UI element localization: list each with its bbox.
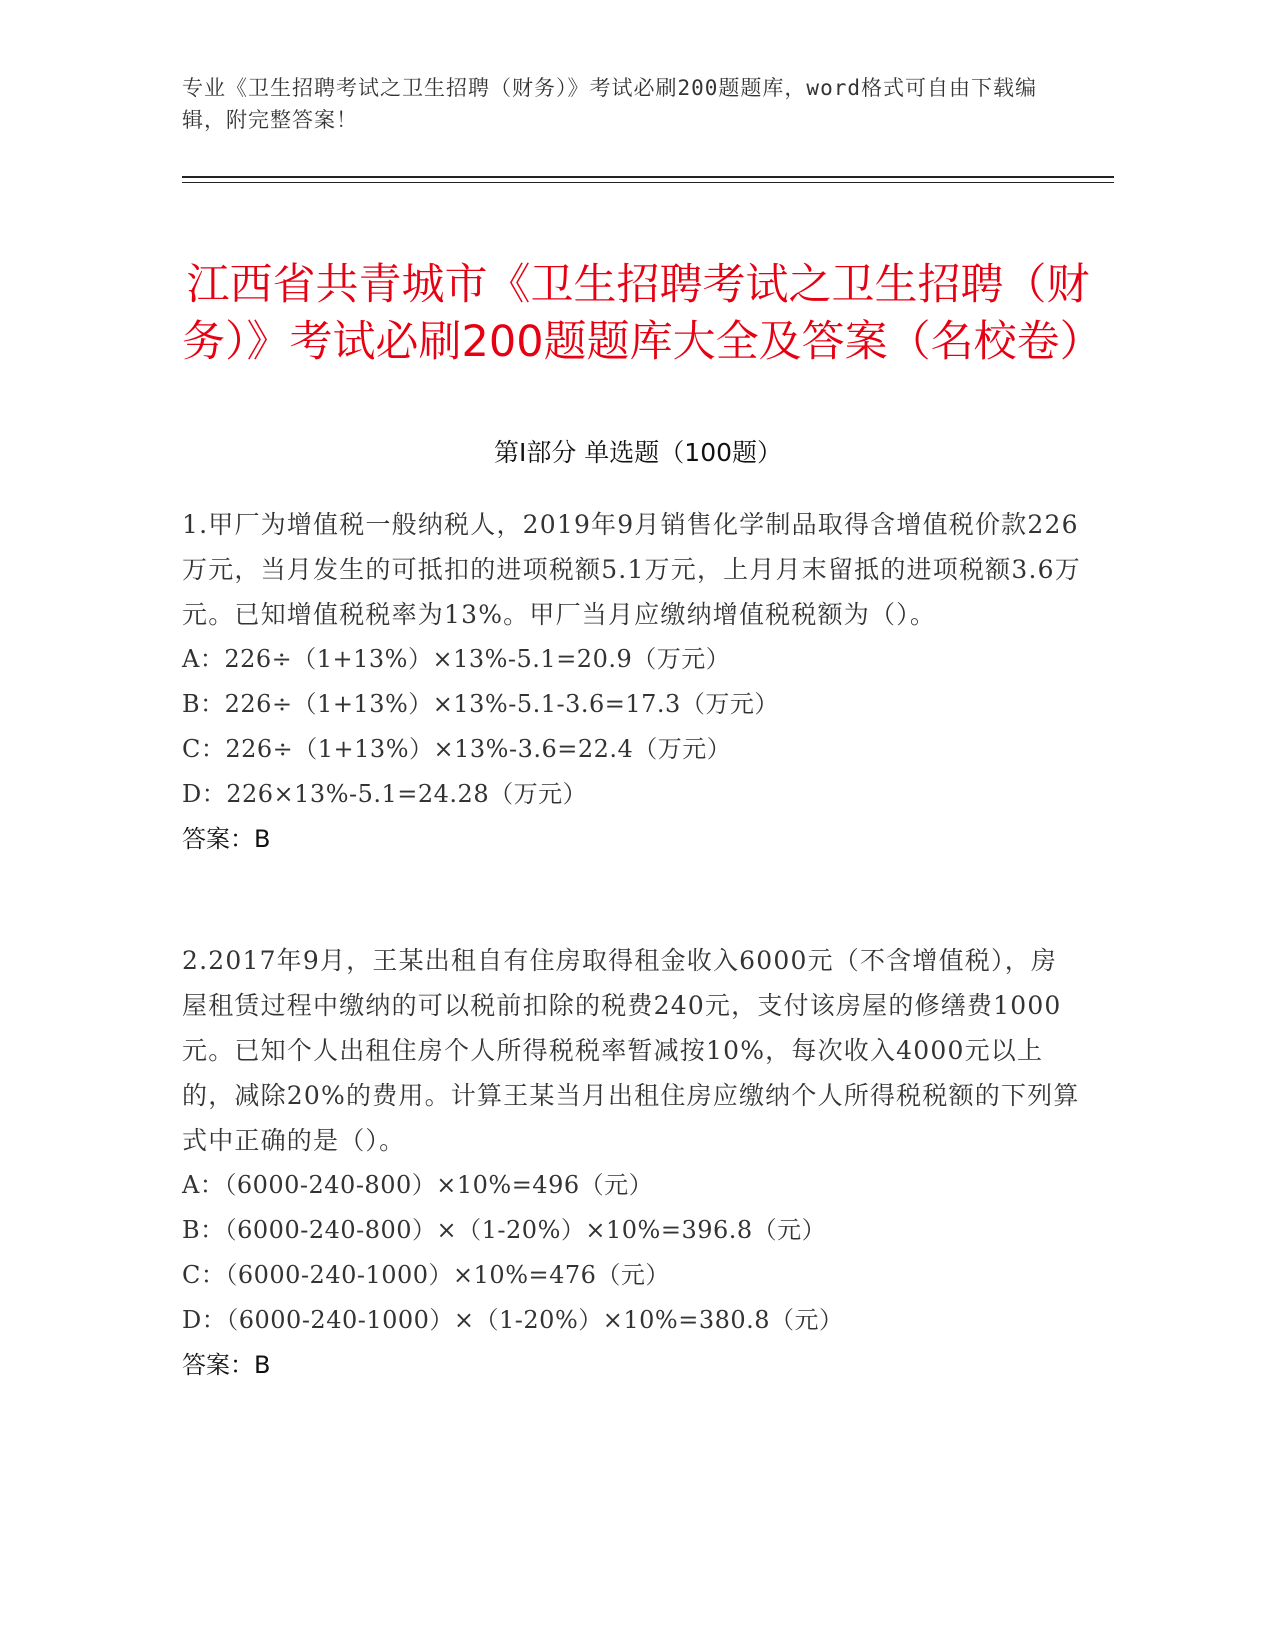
header-rule-thin [182,182,1114,183]
question-stem: 1.甲厂为增值税一般纳税人，2019年9月销售化学制品取得含增值税价款226万元，当月发生的可抵扣的进项税额5.1万元，上月月末留抵的进项税额3.6万元。已知增值税税率为13%。甲厂当月应缴纳增值税税额为（）。 [182,510,1081,629]
question-stem: 2.2017年9月，王某出租自有住房取得租金收入6000元（不含增值税），房屋租赁过程中缴纳的可以税前扣除的税费240元，支付该房屋的修缮费1000元。已知个人出租住房个人所得税税率暂减按10%，每次收入4000元以上的，减除20%的费用。计算王某当月出租住房应缴纳个人所得税税额的下列算式中正确的是（）。 [182,946,1080,1155]
question-1 [182,502,1082,862]
header-note: 专业《卫生招聘考试之卫生招聘（财务）》考试必刷200题题库，word格式可自由下载编辑，附完整答案！ [182,76,1037,132]
option-d: D：226×13%-5.1=24.28（万元） [182,780,588,808]
option-b: B：（6000-240-800）×（1-20%）×10%=396.8（元） [182,1216,827,1244]
section-title: 第Ⅰ部分 单选题（100题） [493,438,783,467]
option-c: C：226÷（1+13%）×13%-3.6=22.4（万元） [182,735,732,763]
document-title: 江西省共青城市《卫生招聘考试之卫生招聘（财务）》考试必刷200题题库大全及答案（名校卷） [182,259,1103,367]
header-rule-thick [182,176,1114,178]
option-b: B：226÷（1+13%）×13%-5.1-3.6=17.3（万元） [182,690,779,718]
option-a: A：226÷（1+13%）×13%-5.1=20.9（万元） [182,645,731,673]
answer: 答案：B [182,1351,271,1379]
option-a: A：（6000-240-800）×10%=496（元） [182,1171,654,1199]
question-2 [182,938,1082,1388]
option-c: C：（6000-240-1000）×10%=476（元） [182,1261,670,1289]
answer: 答案：B [182,825,271,853]
option-d: D：（6000-240-1000）×（1-20%）×10%=380.8（元） [182,1306,844,1334]
